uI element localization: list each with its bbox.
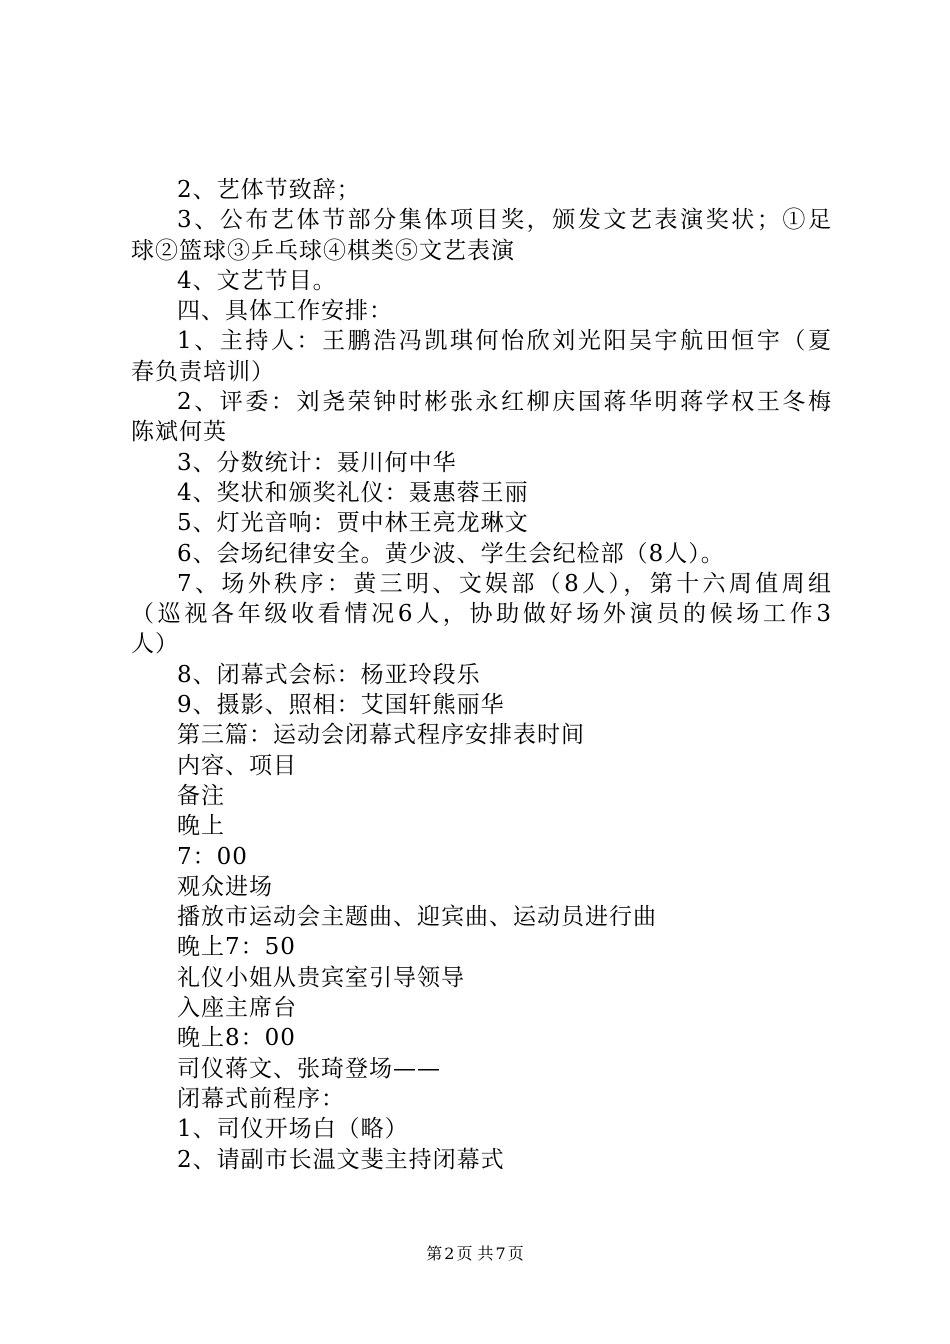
text-line: 2、请副市长温文斐主持闭幕式 <box>177 1146 505 1173</box>
text-line: 4、文艺节目。 <box>177 267 337 294</box>
text-line: 春负责培训） <box>131 358 275 385</box>
text-line: 8、闭幕式会标：杨亚玲段乐 <box>177 661 481 688</box>
document-body <box>131 175 831 1175</box>
text-line: 晚上7：50 <box>177 934 296 961</box>
text-line: 播放市运动会主题曲、迎宾曲、运动员进行曲 <box>177 904 657 931</box>
text-line: 3、分数统计：聂川何中华 <box>177 449 457 476</box>
text-line: 四、具体工作安排： <box>177 298 393 325</box>
footer-page-suffix: 页 <box>507 1244 524 1263</box>
text-line: 2、艺体节致辞； <box>177 177 361 203</box>
footer-page-prefix: 第 <box>426 1244 443 1263</box>
text-line: 1、司仪开场白（略） <box>177 1116 409 1143</box>
text-line: 6、会场纪律安全。黄少波、学生会纪检部（8人）。 <box>177 540 725 567</box>
text-line: 4、奖状和颁奖礼仪：聂惠蓉王丽 <box>177 479 529 506</box>
text-line: 球②篮球③乒乓球④棋类⑤文艺表演 <box>131 237 515 264</box>
text-line: 礼仪小姐从贵宾室引导领导 <box>177 964 465 991</box>
text-line: 7、场外秩序：黄三明、文娱部（8人），第十六周值周组 <box>177 570 831 597</box>
text-line: 5、灯光音响：贾中林王亮龙琳文 <box>177 510 529 537</box>
text-line: 司仪蒋文、张琦登场—— <box>177 1055 441 1082</box>
text-line: 3、公布艺体节部分集体项目奖，颁发文艺表演奖状；①足 <box>177 207 831 234</box>
text-line: 晚上8：00 <box>177 1025 296 1052</box>
footer-page-total: 7 <box>495 1244 506 1263</box>
text-line: 2、评委：刘尧荣钟时彬张永红柳庆国蒋华明蒋学权王冬梅 <box>177 389 831 416</box>
text-line: 内容、项目 <box>177 752 297 779</box>
text-line: 9、摄影、照相：艾国轩熊丽华 <box>177 692 505 719</box>
text-line: 陈斌何英 <box>131 419 227 446</box>
text-line: 入座主席台 <box>177 995 297 1022</box>
text-line: 1、主持人：王鹏浩冯凯琪何怡欣刘光阳吴宇航田恒宇（夏 <box>177 328 831 355</box>
footer-page-mid: 页 共 <box>456 1244 494 1263</box>
text-line: 7：00 <box>177 843 248 870</box>
text-line: 晚上 <box>177 813 225 840</box>
text-line: 第三篇：运动会闭幕式程序安排表时间 <box>177 722 585 749</box>
text-line: 备注 <box>177 782 225 809</box>
text-line: 人） <box>131 631 179 658</box>
footer-page-number: 2 <box>444 1244 455 1263</box>
page-footer <box>0 1244 950 1264</box>
text-line: 观众进场 <box>177 873 273 900</box>
text-line: （巡视各年级收看情况6人，协助做好场外演员的候场工作3 <box>131 601 831 628</box>
text-line: 闭幕式前程序： <box>177 1085 345 1112</box>
